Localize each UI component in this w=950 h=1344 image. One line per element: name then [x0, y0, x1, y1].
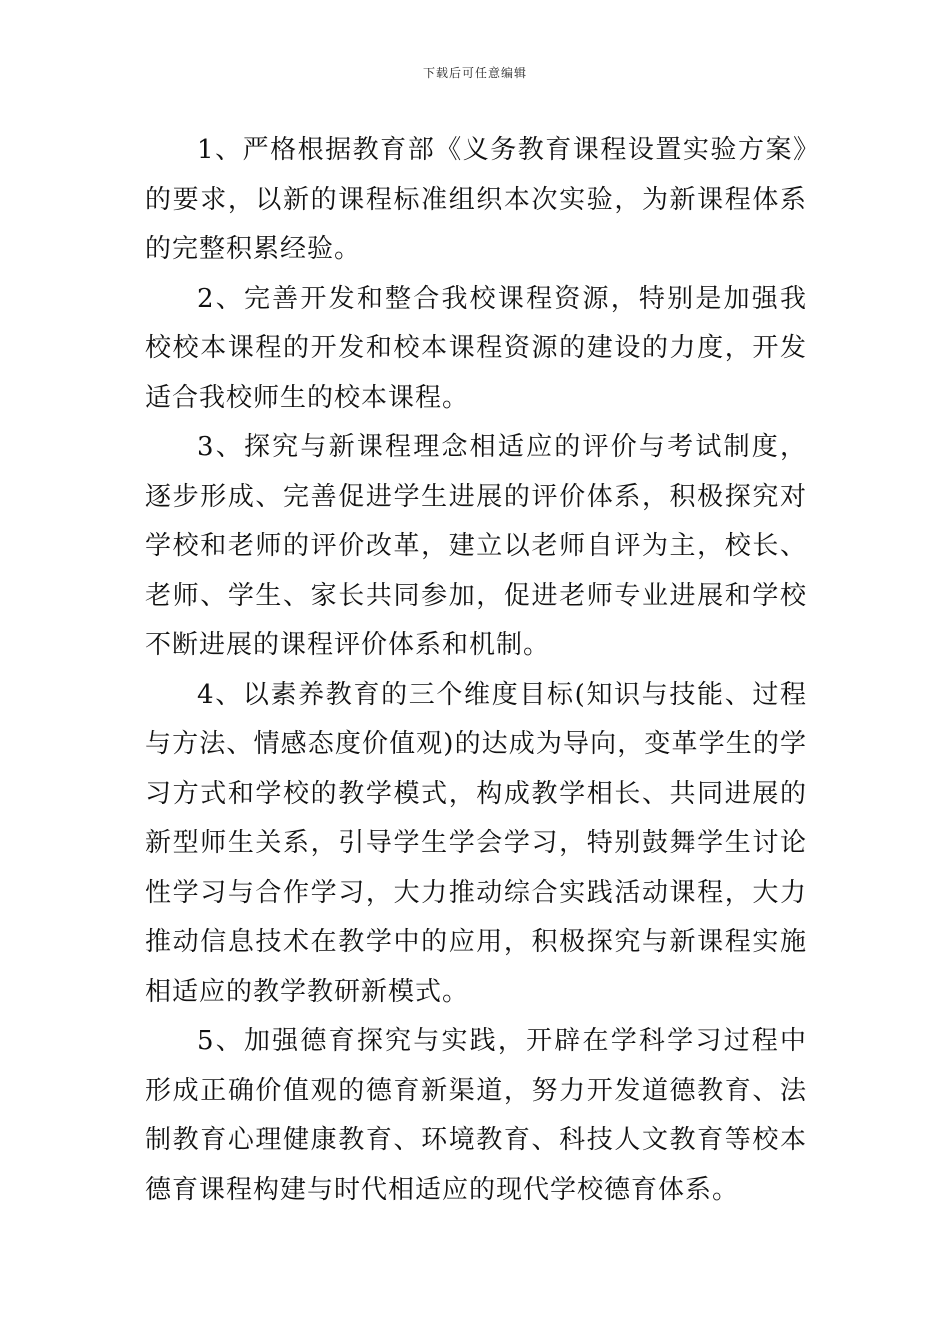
document-body: [145, 126, 807, 1215]
paragraph-5: 5、加强德育探究与实践，开辟在学科学习过程中形成正确价值观的德育新渠道，努力开发道德教育、法制教育心理健康教育、环境教育、科技人文教育等校本德育课程构建与时代相适应的现代学校德育体系。: [145, 1026, 807, 1205]
paragraph-2: 2、完善开发和整合我校课程资源，特别是加强我校校本课程的开发和校本课程资源的建设的力度，开发适合我校师生的校本课程。: [145, 283, 807, 413]
page-header-note: 下载后可任意编辑: [422, 66, 527, 80]
paragraph-3: 3、探究与新课程理念相适应的评价与考试制度，逐步形成、完善促进学生进展的评价体系，积极探究对学校和老师的评价改革，建立以老师自评为主，校长、老师、学生、家长共同参加，促进老师专业进展和学校不断进展的课程评价体系和机制。: [145, 432, 807, 660]
paragraph-1: 1、严格根据教育部《义务教育课程设置实验方案》的要求，以新的课程标准组织本次实验，为新课程体系的完整积累经验。: [145, 135, 807, 264]
paragraph-4: 4、以素养教育的三个维度目标(知识与技能、过程与方法、情感态度价值观)的达成为导向，变革学生的学习方式和学校的教学模式，构成教学相长、共同进展的新型师生关系，引导学生学会学习，特别鼓舞学生讨论性学习与合作学习，大力推动综合实践活动课程，大力推动信息技术在教学中的应用，积极探究与新课程实施相适应的教学教研新模式。: [145, 679, 807, 1007]
